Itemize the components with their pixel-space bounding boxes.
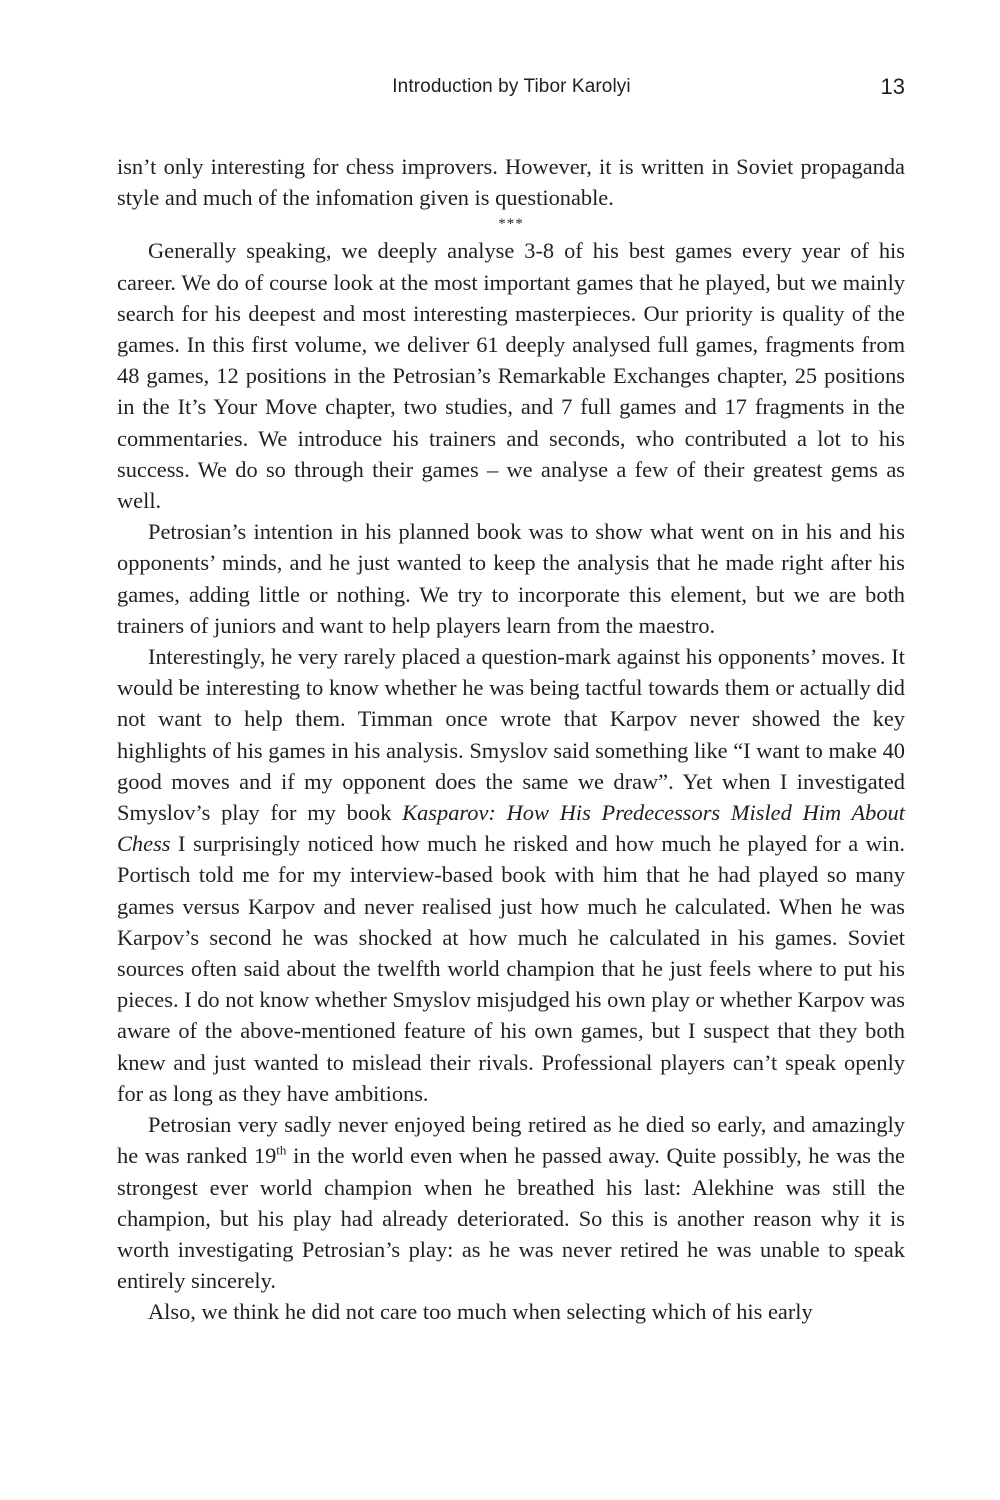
paragraph: [117, 1109, 905, 1296]
paragraph-text: I surprisingly noticed how much he risked and how much he played for a win. Portisch told me for my interview-based book with him that he had played so many games versus Karpov and never realised just how much he calculated. When he was Karpov’s second he was shocked at how much he calculated in his games. Soviet sources often said about the twelfth world champion that he just feels where to put his pieces. I do not know whether Smyslov misjudged his own play or whether Karpov was aware of the above-mentioned feature of his own games, but I suspect that they both knew and just wanted to mislead their rivals. Professional players can’t speak openly for as long as they have ambitions.: [117, 831, 905, 1106]
paragraph-text: Petrosian very sadly never enjoyed being retired as he died so early, and amazingly he was ranked 19: [117, 1112, 905, 1169]
ordinal-suffix: th: [276, 1142, 287, 1158]
page-number: 13: [880, 74, 905, 99]
paragraph-text: Interestingly, he very rarely placed a question-mark against his opponents’ moves. It would be interesting to know whether he was being tactful towards them or actually did not want to help them. Timman once wrote that Karpov never showed the key highlights of his games in his analysis. Smyslov said something like “I want to make 40 good moves and if my opponent does the same we draw”. Yet when I investigated Smyslov’s play for my book: [117, 644, 905, 826]
paragraph-text: in the world even when he passed away. Quite possibly, he was the strongest ever world champion when he breathed his last: Alekhine was still the champion, but his play had already deteriorated. So this is another reason why it is worth investigating Petrosian’s play: as he was never retired he was unable to speak entirely sincerely.: [117, 1143, 905, 1294]
running-title: Introduction by Tibor Karolyi: [392, 76, 631, 97]
section-separator: ***: [498, 216, 524, 233]
paragraph: Generally speaking, we deeply analyse 3-8 of his best games every year of his career. We do of course look at the most important games that he played, but we mainly search for his deepest and most interesting masterpieces. Our priority is quality of the games. In this first volume, we deliver 61 deeply analysed full games, fragments from 48 games, 12 positions in the Petrosian’s Remarkable Exchanges chapter, 25 positions in the It’s Your Move chapter, two studies, and 7 full games and 17 fragments in the commentaries. We introduce his trainers and seconds, who contributed a lot to his success. We do so through their games – we analyse a few of their greatest gems as well.: [117, 238, 905, 514]
book-title: Kasparov: How His Predecessors Misled Him About Chess: [117, 800, 905, 857]
running-header: [118, 76, 905, 106]
paragraph: [117, 641, 905, 1109]
paragraph-continued: isn’t only interesting for chess improvers. However, it is written in Soviet propaganda style and much of the infomation given is questionable.: [117, 154, 905, 211]
paragraph: Petrosian’s intention in his planned book was to show what went on in his and his opponents’ minds, and he just wanted to keep the analysis that he made right after his games, adding little or nothing. We try to incorporate this element, but we are both trainers of juniors and want to help players learn from the maestro.: [117, 519, 905, 638]
paragraph: Also, we think he did not care too much when selecting which of his early: [148, 1299, 813, 1325]
body-text: [117, 151, 905, 1328]
